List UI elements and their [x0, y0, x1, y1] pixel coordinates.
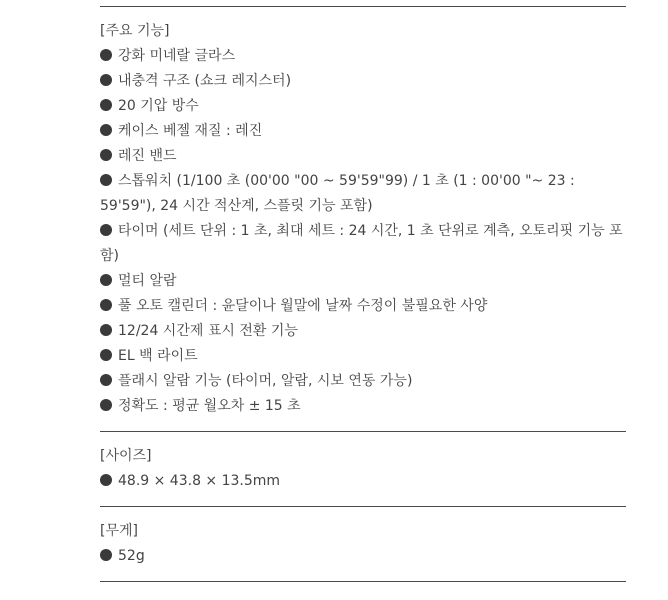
bullet-icon: [100, 374, 112, 386]
feature-item: 12/24 시간제 표시 전환 기능: [100, 319, 626, 344]
weight-value: 52g: [100, 544, 626, 569]
bullet-icon: [100, 474, 112, 486]
feature-item: 정확도 : 평균 월오차 ± 15 초: [100, 394, 626, 419]
bullet-icon: [100, 349, 112, 361]
weight-heading: [무게]: [100, 523, 138, 539]
divider-features-end: [100, 431, 626, 432]
bullet-icon: [100, 49, 112, 61]
bullet-icon: [100, 124, 112, 136]
features-section: [100, 19, 626, 419]
spec-column: [100, 0, 626, 582]
divider-top: [100, 6, 626, 7]
feature-item: 강화 미네랄 글라스: [100, 44, 626, 69]
bullet-icon: [100, 74, 112, 86]
bullet-icon: [100, 99, 112, 111]
feature-item: 멀티 알람: [100, 269, 626, 294]
feature-item: 20 기압 방수: [100, 94, 626, 119]
divider-size-end: [100, 506, 626, 507]
size-heading: [사이즈]: [100, 448, 152, 464]
feature-item: 플래시 알람 기능 (타이머, 알람, 시보 연동 가능): [100, 369, 626, 394]
feature-item: 스톱워치 (1/100 초 (00'00 "00 ~ 59'59"99) / 1 초 (1 : 00'00 "~ 23 : 59'59"), 24 시간 적산계, 스플릿 기능 포함): [100, 173, 575, 214]
feature-item: 내충격 구조 (쇼크 레지스터): [100, 69, 626, 94]
bullet-icon: [100, 549, 112, 561]
bullet-icon: [100, 174, 112, 186]
features-heading: [주요 기능]: [100, 23, 170, 39]
feature-item: 풀 오토 캘린더 : 윤달이나 월말에 날짜 수정이 불필요한 사양: [100, 294, 626, 319]
bullet-icon: [100, 274, 112, 286]
bullet-icon: [100, 399, 112, 411]
size-section: [100, 444, 626, 494]
feature-item: EL 백 라이트: [100, 344, 626, 369]
feature-item: 타이머 (세트 단위 : 1 초, 최대 세트 : 24 시간, 1 초 단위로 계측, 오토리핏 기능 포함): [100, 223, 623, 264]
bullet-icon: [100, 324, 112, 336]
size-value: 48.9 × 43.8 × 13.5mm: [100, 469, 626, 494]
bullet-icon: [100, 299, 112, 311]
divider-bottom: [100, 581, 626, 582]
bullet-icon: [100, 224, 112, 236]
weight-section: [100, 519, 626, 569]
bullet-icon: [100, 149, 112, 161]
feature-item: 케이스 베젤 재질 : 레진: [100, 119, 626, 144]
feature-item: 레진 밴드: [100, 144, 626, 169]
